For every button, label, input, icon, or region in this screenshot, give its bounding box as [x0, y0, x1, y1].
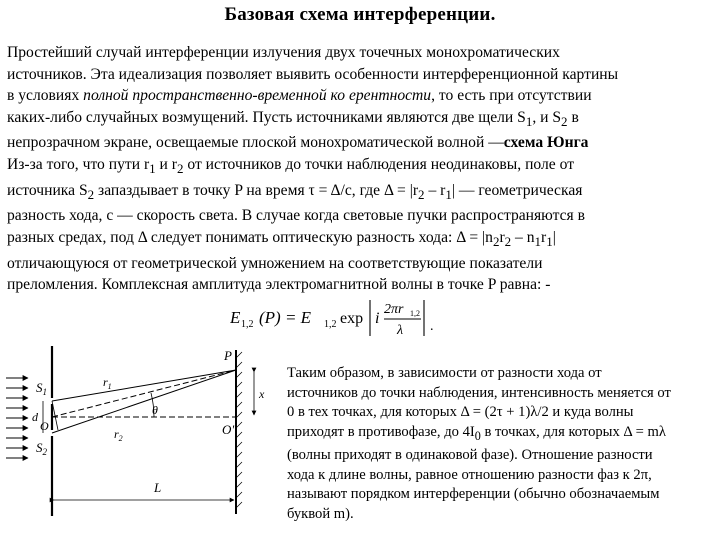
formula-E-lhs: E	[230, 308, 241, 327]
text-line-5: непрозрачном экране, освещаемые плоской монохроматической волной —схема Юнга	[7, 134, 589, 152]
young-scheme-diagram	[4, 338, 276, 536]
label-P: P	[224, 348, 232, 363]
coherence-emphasis: полной пространственно-временной ко ерентности	[83, 87, 432, 105]
text-line-7: источника $S_2$ запаздывает в точку P на время τ = Δ/c, где $\Delta = |r_2 - r_1|$ — геометрическая	[7, 181, 583, 202]
side-line-7: называют порядком интерференции (обычно обозначаемым	[287, 486, 660, 503]
center-ray	[52, 370, 236, 417]
incident-wave-arrows	[6, 378, 28, 458]
formula-arg: (P) = E	[259, 308, 312, 327]
label-r2: $r_2$	[114, 427, 123, 443]
label-S1: $S_1$	[36, 380, 47, 397]
formula-exp: exp	[340, 310, 364, 327]
side-line-8: буквой m).	[287, 506, 354, 523]
page-title: Базовая схема интерференции.	[224, 4, 496, 25]
side-line-6: хода к длине волны, равное отношению разности фаз к 2π,	[287, 466, 652, 483]
side-line-3: 0 в тех точках, для которых Δ = (2τ + 1)λ/2 и куда волны	[287, 404, 634, 421]
text-line-6: Из-за того, что пути $r_1$ и $r_2$ от источников до точки наблюдения неодинаковы, поле от	[7, 156, 575, 177]
label-x: x	[259, 387, 265, 401]
label-S2: $S_2$	[36, 440, 47, 457]
text-line-1: Простейший случай интерференции излучения двух точечных монохроматических	[7, 44, 560, 61]
amplitude-formula	[230, 294, 440, 340]
label-L: L	[154, 480, 162, 495]
formula-dot: .	[430, 319, 434, 334]
label-r1: $r_1$	[103, 375, 112, 391]
label-theta: θ	[152, 403, 158, 417]
main-paragraph	[7, 42, 713, 296]
text-line-9: разных средах, под Δ следует понимать оптическую разность хода: $\Delta = |n_2r_2 - n_1r_1|$	[7, 229, 556, 250]
text-line-2: источников. Эта идеализация позволяет выявить особенности интерференционной картины	[7, 65, 619, 83]
ray-r2	[52, 370, 236, 433]
side-line-5: (волны приходят в одинаковой фазе). Отношение разности	[287, 447, 653, 464]
formula-numerator-sub: 1,2	[410, 309, 420, 318]
text-line-11: преломления. Комплексная амплитуда электромагнитной волны в точке P равна: -	[7, 276, 551, 294]
side-line-4: приходят в противофазе, до $4I_0$ в точках, для которых Δ = mλ	[287, 423, 666, 443]
side-line-1: Таким образом, в зависимости от разности хода от	[287, 365, 602, 381]
text-line-4: каких-либо случайных возмущений. Пусть источниками являются две щели $S_1$, и $S_2$ в	[7, 108, 579, 129]
label-O: O	[40, 419, 49, 433]
formula-numerator: 2πr	[384, 302, 404, 317]
formula-i: i	[375, 310, 380, 327]
young-scheme-emphasis: схема Юнга	[503, 134, 589, 152]
text-line-3: в условиях полной пространственно-временной ко ерентности, то есть при отсутствии	[7, 87, 592, 105]
ray-r1	[52, 370, 236, 401]
label-d: d	[32, 410, 38, 424]
text-line-10: отличающуюся от геометрической умножением на соответствующие показатели	[7, 254, 543, 272]
conclusion-paragraph	[287, 364, 715, 525]
text-line-8: разность хода, с — скорость света. В случае когда световые пучки распространяются в	[7, 207, 585, 225]
formula-sub-rhs: 1,2	[324, 319, 337, 330]
formula-denominator: λ	[397, 323, 404, 338]
label-O-prime: O'	[222, 422, 235, 437]
formula-sub-lhs: 1,2	[241, 319, 254, 330]
side-line-2: источников до точки наблюдения, интенсивность меняется от	[287, 384, 671, 401]
